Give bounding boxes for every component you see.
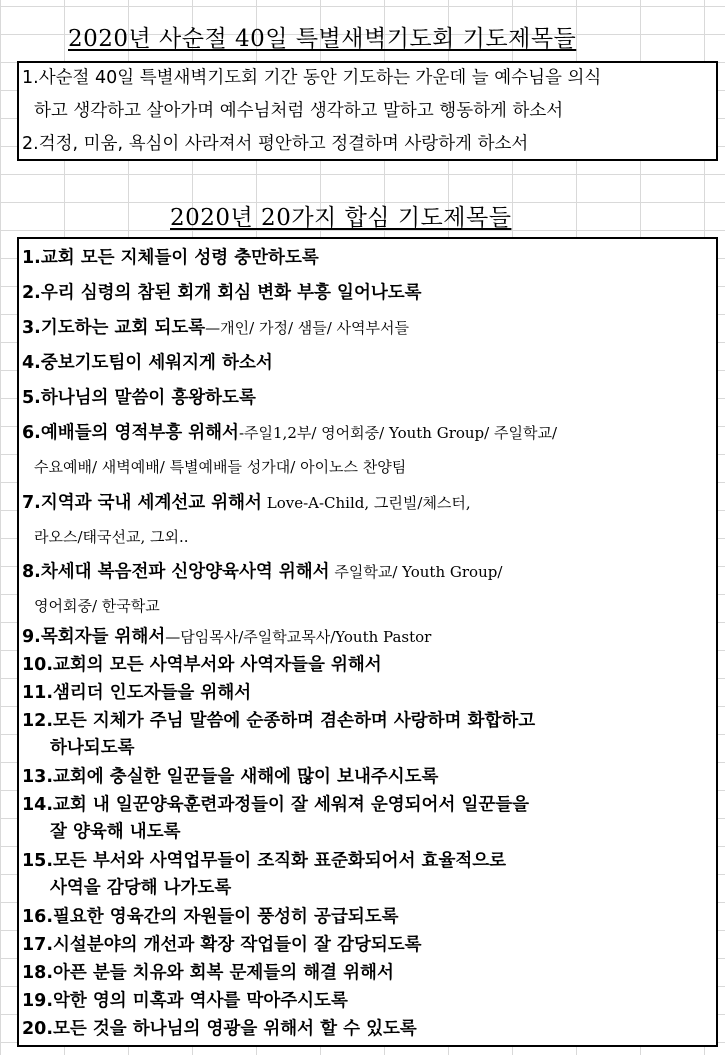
section1-box bbox=[17, 61, 718, 161]
prayer-item-continuation: 수요예배/ 새벽예배/ 특별예배들 성가대/ 아이노스 찬양팀 bbox=[34, 458, 407, 476]
prayer-item-continuation: 라오스/태국선교, 그외.. bbox=[34, 528, 189, 546]
prayer-item: 17.시설분야의 개선과 확장 작업들이 잘 감당되도록 bbox=[22, 935, 422, 955]
prayer-item-continuation: 잘 양육해 내도록 bbox=[50, 822, 181, 842]
prayer-item: 11.샘리더 인도자들을 위해서 bbox=[22, 683, 252, 703]
prayer-item: 1.교회 모든 지체들이 성령 충만하도록 bbox=[22, 248, 319, 268]
prayer-item: 18.아픈 분들 치유와 회복 문제들의 해결 위해서 bbox=[22, 963, 394, 983]
prayer-item: 19.악한 영의 미혹과 역사를 막아주시도록 bbox=[22, 991, 348, 1011]
section2-title: 2020년 20가지 합심 기도제목들 bbox=[170, 205, 512, 231]
prayer-item: 4.중보기도팀이 세워지게 하소서 bbox=[22, 353, 273, 373]
prayer-item: 6.예배들의 영적부흥 위해서-주일1,2부/ 영어회중/ Youth Group/ 주일학교/ bbox=[22, 423, 557, 443]
prayer-item-continuation: 영어회중/ 한국학교 bbox=[34, 597, 160, 615]
prayer-item: 15.모든 부서와 사역업무들이 조직화 표준화되어서 효율적으로 bbox=[22, 851, 507, 871]
section1-line: 1.사순절 40일 특별새벽기도회 기간 동안 기도하는 가운데 늘 예수님을 의식 bbox=[22, 68, 602, 88]
prayer-item: 3.기도하는 교회 되도록—개인/ 가정/ 샘들/ 사역부서들 bbox=[22, 318, 410, 338]
prayer-item: 12.모든 지체가 주님 말씀에 순종하며 겸손하며 사랑하며 화합하고 bbox=[22, 711, 536, 731]
prayer-item: 2.우리 심령의 참된 회개 회심 변화 부흥 일어나도록 bbox=[22, 283, 422, 303]
section2-box bbox=[17, 237, 718, 1047]
prayer-item: 20.모든 것을 하나님의 영광을 위해서 할 수 있도록 bbox=[22, 1019, 417, 1039]
prayer-item: 16.필요한 영육간의 자원들이 풍성히 공급되도록 bbox=[22, 907, 399, 927]
prayer-item: 5.하나님의 말씀이 흥왕하도록 bbox=[22, 388, 256, 408]
section1-line: 2.걱정, 미움, 욕심이 사라져서 평안하고 정결하며 사랑하게 하소서 bbox=[22, 134, 529, 154]
section1-title: 2020년 사순절 40일 특별새벽기도회 기도제목들 bbox=[68, 26, 577, 52]
section1-line: 하고 생각하고 살아가며 예수님처럼 생각하고 말하고 행동하게 하소서 bbox=[34, 101, 564, 121]
prayer-item: 9.목회자들 위해서—담임목사/주일학교목사/Youth Pastor bbox=[22, 627, 432, 647]
prayer-item-continuation: 하나되도록 bbox=[50, 738, 135, 758]
prayer-item-continuation: 사역을 감당해 나가도록 bbox=[50, 878, 232, 898]
prayer-item: 13.교회에 충실한 일꾼들을 새해에 많이 보내주시도록 bbox=[22, 767, 439, 787]
prayer-item: 7.지역과 국내 세계선교 위해서 Love-A-Child, 그린빌/체스터, bbox=[22, 493, 471, 513]
prayer-item: 14.교회 내 일꾼양육훈련과정들이 잘 세워져 운영되어서 일꾼들을 bbox=[22, 795, 530, 815]
prayer-item: 10.교회의 모든 사역부서와 사역자들을 위해서 bbox=[22, 655, 382, 675]
prayer-item: 8.차세대 복음전파 신앙양육사역 위해서 주일학교/ Youth Group/ bbox=[22, 562, 503, 582]
